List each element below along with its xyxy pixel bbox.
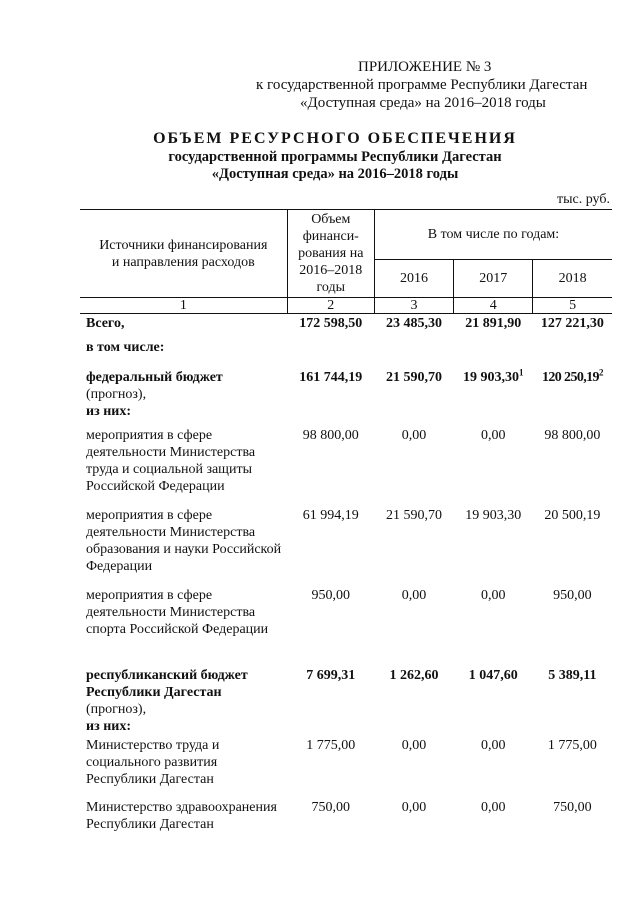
row-2018: 5 389,11	[548, 668, 597, 683]
row-2017	[454, 339, 533, 369]
row-name: Министерство труда и социального развития Республики Дагестан	[86, 738, 220, 787]
title-line-3: «Доступная среда» на 2016–2018 годы	[211, 166, 459, 182]
header-total-label: Объем финанси-рования на 2016–2018 годы	[298, 212, 364, 295]
header-years-group	[374, 210, 612, 260]
table-row-ministry-sport-rf	[80, 587, 612, 667]
row-2018: 1 775,00	[547, 738, 597, 753]
index-cell: 2	[287, 298, 374, 314]
table-row-ministry-labour-rd	[80, 737, 612, 799]
table-row-ministry-education-rf	[80, 507, 612, 587]
header-total	[287, 210, 374, 298]
row-name-of-which: из них:	[86, 719, 131, 734]
row-name-main: республиканский бюджет Республики Дагестан	[86, 668, 248, 700]
row-total: 98 800,00	[302, 428, 359, 443]
row-2018-value: 120 250,19	[541, 370, 599, 385]
row-name	[80, 369, 287, 427]
row-name-main: федеральный бюджет	[86, 370, 223, 385]
index-cell: 1	[80, 298, 287, 314]
index-cell: 4	[454, 298, 533, 314]
table-row-total	[80, 314, 612, 340]
row-total: 61 994,19	[302, 508, 359, 523]
row-2016: 21 590,70	[386, 370, 443, 385]
units-label: тыс. руб.	[557, 192, 610, 207]
document-title	[120, 129, 550, 183]
row-2016: 0,00	[401, 800, 427, 815]
title-line-1: ОБЪЕМ РЕСУРСНОГО ОБЕСПЕЧЕНИЯ	[153, 130, 517, 147]
row-2018: 950,00	[553, 588, 592, 603]
row-2018: 127 221,30	[540, 316, 604, 331]
table-row-federal	[80, 369, 612, 427]
index-cell: 3	[374, 298, 453, 314]
row-2017: 1 047,60	[468, 668, 518, 683]
row-2017: 19 903,30	[465, 508, 522, 523]
row-2018: 98 800,00	[544, 428, 601, 443]
row-total	[287, 339, 374, 369]
annex-program-name: «Доступная среда» на 2016–2018 годы	[300, 95, 546, 111]
row-2016: 0,00	[401, 428, 427, 443]
annex-number: ПРИЛОЖЕНИЕ № 3	[358, 59, 492, 75]
row-name: мероприятия в сфере деятельности Министерства образования и науки Российской Федерации	[86, 508, 282, 574]
row-name: мероприятия в сфере деятельности Министерства труда и социальной защиты Российской Федерации	[86, 428, 256, 494]
table-row-ministry-labour-rf	[80, 427, 612, 507]
row-2018: 750,00	[553, 800, 592, 815]
row-total: 172 598,50	[299, 316, 363, 331]
financing-table	[80, 209, 612, 855]
title-line-2: государственной программы Республики Дагестан	[168, 149, 502, 165]
table-row-republic-budget	[80, 667, 612, 737]
row-2017	[454, 369, 533, 427]
footnote-mark-2: 2	[598, 367, 603, 378]
row-total: 1 775,00	[306, 738, 356, 753]
row-2016: 0,00	[401, 588, 427, 603]
row-2016: 23 485,30	[386, 316, 443, 331]
row-name: в том числе:	[86, 340, 165, 355]
table-row-ministry-health-rd	[80, 799, 612, 855]
row-2017: 0,00	[480, 588, 506, 603]
row-total: 161 744,19	[299, 370, 363, 385]
header-years-group-label: В том числе по годам:	[427, 227, 560, 242]
row-2018: 20 500,19	[544, 508, 601, 523]
header-source-label: Источники финансирования и направления расходов	[99, 237, 268, 270]
row-name-sub: (прогноз),	[86, 387, 147, 402]
row-2018	[533, 369, 612, 427]
row-2017: 0,00	[480, 738, 506, 753]
row-name	[80, 667, 287, 737]
footnote-mark-1: 1	[518, 367, 524, 378]
row-name: мероприятия в сфере деятельности Министерства спорта Российской Федерации	[86, 588, 269, 637]
row-name: Министерство здравоохранения Республики Дагестан	[86, 800, 277, 832]
index-cell: 5	[533, 298, 612, 314]
row-2017: 21 891,90	[465, 316, 522, 331]
row-2017: 0,00	[480, 800, 506, 815]
row-name-sub: (прогноз),	[86, 702, 147, 717]
annex-program-ref: к государственной программе Республики Дагестан	[256, 77, 588, 93]
header-source	[80, 210, 287, 298]
table-row-including	[80, 339, 612, 369]
row-total: 7 699,31	[306, 668, 356, 683]
row-2016	[374, 339, 453, 369]
header-year-2016: 2016	[374, 260, 453, 298]
row-2016: 0,00	[401, 738, 427, 753]
row-2016: 1 262,60	[389, 668, 439, 683]
annex-header	[240, 58, 600, 112]
row-total: 750,00	[311, 800, 351, 815]
header-year-2018: 2018	[533, 260, 612, 298]
row-2016: 21 590,70	[386, 508, 443, 523]
row-2017: 0,00	[480, 428, 506, 443]
row-name: Всего,	[86, 316, 125, 331]
header-year-2017: 2017	[454, 260, 533, 298]
row-name-of-which: из них:	[86, 404, 131, 419]
row-total: 950,00	[311, 588, 351, 603]
row-2017-value: 19 903,30	[462, 370, 519, 385]
row-2018	[533, 339, 612, 369]
